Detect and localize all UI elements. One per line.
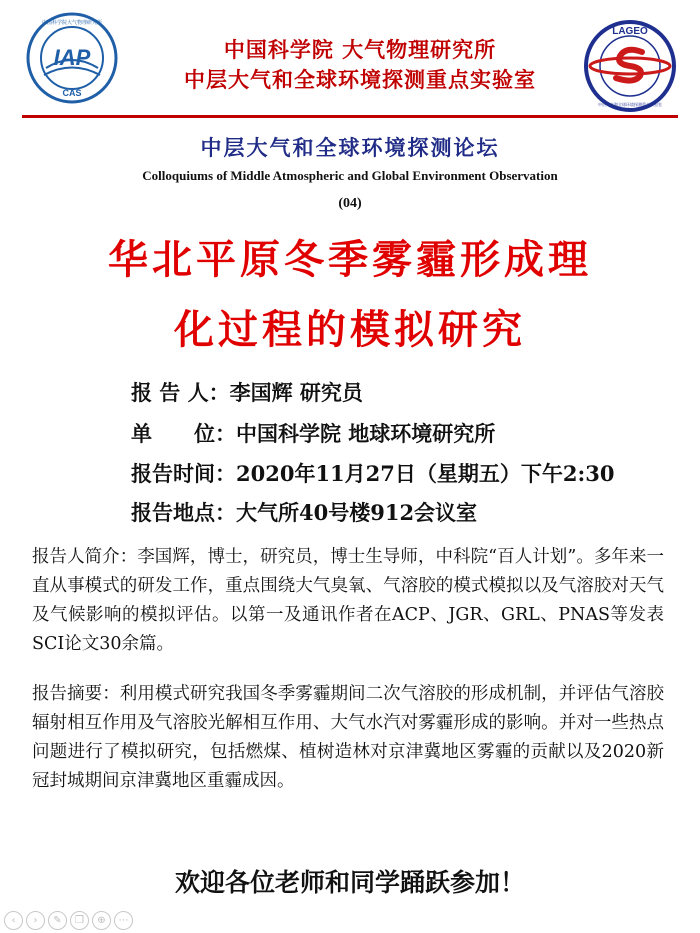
time-value: 2020年11月27日（星期五）下午2:30 — [236, 461, 615, 486]
svg-text:IAP: IAP — [53, 45, 91, 70]
welcome-message: 欢迎各位老师和同学踊跃参加！ — [174, 868, 525, 897]
talk-abstract: 报告摘要：利用模式研究我国冬季雾霾期间二次气溶胶的形成机制，并评估气溶胶辐射相互作用及气溶胶光解相互作用、大气水汽对雾霾形成的影响。并对一些热点问题进行了模拟研究，包括燃煤、植树造林对京津冀地区雾霾的贡献以及2020新冠封城期间京津冀地区重霾成因。 — [32, 684, 664, 791]
place-label: 报告地点： — [131, 500, 236, 525]
svg-text:LAGEO: LAGEO — [612, 26, 648, 37]
time-row — [131, 458, 614, 488]
viewer-toolbar — [4, 911, 133, 931]
more-icon[interactable]: ⋯ — [114, 911, 133, 930]
previous-icon[interactable]: ‹ — [4, 911, 23, 930]
unit-value: 中国科学院 地球环境研究所 — [236, 421, 496, 446]
talk-title-line2: 化过程的模拟研究 — [174, 306, 526, 353]
copy-icon[interactable]: ❐ — [70, 911, 89, 930]
institute-name: 中国科学院 大气物理研究所 — [223, 37, 497, 62]
place-row — [131, 497, 477, 527]
speaker-bio: 报告人简介：李国辉，博士，研究员，博士生导师，中科院“百人计划”。多年来一直从事模式的研发工作，重点围绕大气臭氧、气溶胶的模式模拟以及气溶胶对天气及气候影响的模拟评估。以第一及通讯作者在ACP、JGR、GRL、PNAS等发表SCI论文30余篇。 — [32, 547, 664, 654]
svg-text:中国科学院大气物理研究所: 中国科学院大气物理研究所 — [41, 20, 103, 26]
unit-label: 单 位： — [131, 421, 236, 446]
place-value: 大气所40号楼912会议室 — [236, 500, 478, 525]
speaker-label: 报 告 人： — [131, 380, 230, 405]
header-divider — [22, 115, 678, 118]
forum-issue-number: (04) — [338, 196, 362, 211]
iap-cas-logo — [26, 12, 118, 104]
forum-title-en: Colloquiums of Middle Atmospheric and Global Environment Observation — [142, 168, 558, 183]
svg-text:CAS: CAS — [62, 88, 82, 98]
lab-name: 中层大气和全球环境探测重点实验室 — [184, 67, 536, 92]
pen-icon[interactable]: ✎ — [48, 911, 67, 930]
speaker-value: 李国辉 研究员 — [229, 380, 363, 405]
forum-title-cn: 中层大气和全球环境探测论坛 — [200, 135, 500, 160]
time-label: 报告时间： — [131, 461, 236, 486]
talk-title-line1: 华北平原冬季雾霾形成理 — [108, 236, 592, 283]
zoom-icon[interactable]: ⊕ — [92, 911, 111, 930]
svg-text:中层大气和全球环境探测重点实验室: 中层大气和全球环境探测重点实验室 — [598, 102, 662, 107]
lageo-logo — [582, 18, 678, 114]
speaker-row — [131, 377, 363, 407]
unit-row — [131, 418, 495, 448]
next-icon[interactable]: › — [26, 911, 45, 930]
